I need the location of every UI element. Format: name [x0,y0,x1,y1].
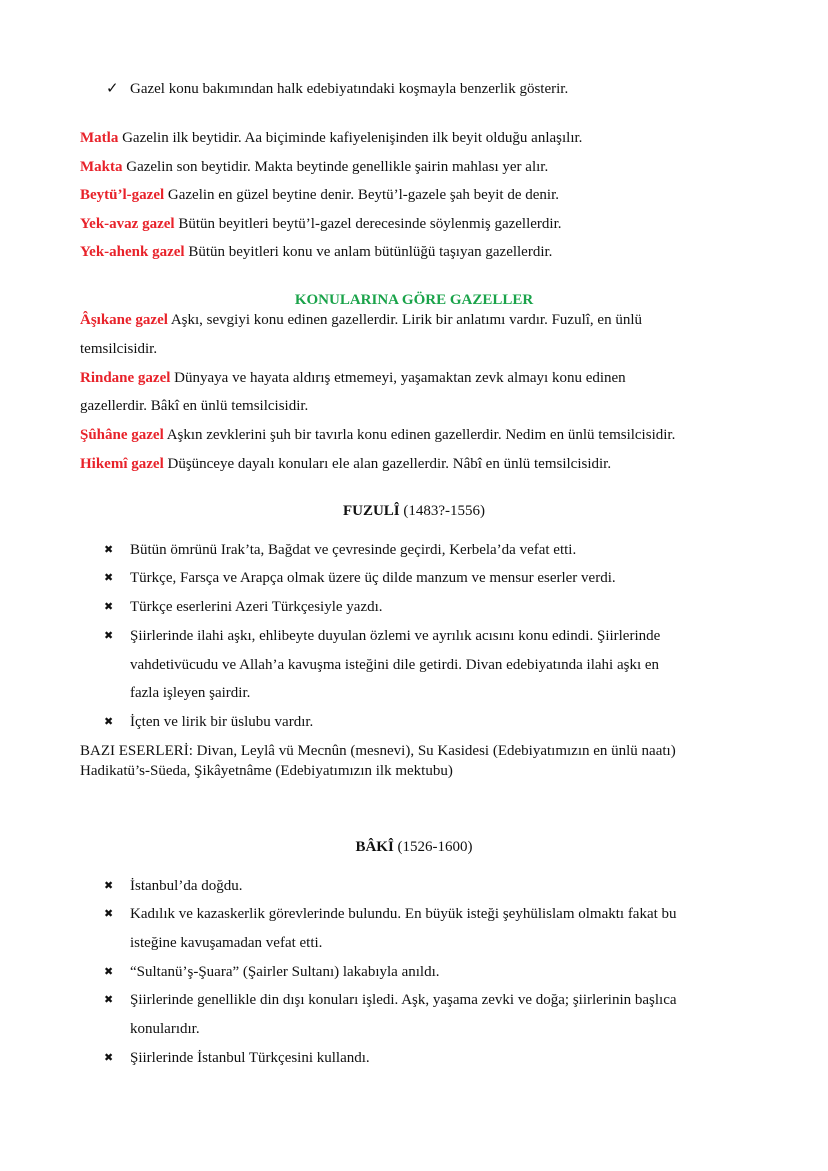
list-item [104,962,440,982]
list-item-continuation: isteğine kavuşamadan vefat etti. [130,935,323,951]
term-label: Beytü’l-gazel [80,187,165,203]
konu-asikane [80,310,642,330]
term-definition: Gazelin son beytidir. Makta beytinde genellikle şairin mahlası yer alır. [122,159,549,175]
list-item-text: Şiirlerinde İstanbul Türkçesini kullandı. [130,1050,370,1066]
konu-rindane [80,368,626,388]
x-bullet-icon: ✖ [104,879,114,892]
term-definition: Düşünceye dayalı konuları ele alan gazellerdir. Nâbî en ünlü temsilcisidir. [163,456,612,472]
list-item-text: “Sultanü’ş-Şuara” (Şairler Sultanı) lakabıyla anıldı. [130,964,440,980]
term-label: Hikemî gazel [80,456,164,472]
list-item [104,712,313,732]
fuzuli-heading [0,501,828,521]
x-bullet-icon: ✖ [104,965,114,978]
term-label: Matla [80,130,119,146]
x-bullet-icon: ✖ [104,993,114,1006]
list-item-continuation: konularıdır. [130,1021,200,1037]
term-yek-ahenk [80,242,552,262]
term-label: Yek-ahenk gazel [80,244,185,260]
fuzuli-works-line1: BAZI ESERLERİ: Divan, Leylâ vü Mecnûn (mesnevi), Su Kasidesi (Edebiyatımızın en ünlü naatı) [80,743,676,759]
term-definition: Gazelin ilk beytidir. Aa biçiminde kafiyelenişinden ilk beyit olduğu anlaşılır. [118,130,583,146]
list-item-text: İçten ve lirik bir üslubu vardır. [130,714,314,730]
list-item-text: Bütün ömrünü Irak’ta, Bağdat ve çevresinde geçirdi, Kerbela’da vefat etti. [130,542,577,558]
term-definition: Gazelin en güzel beytine denir. Beytü’l-gazele şah beyit de denir. [164,187,559,203]
list-item-text: Şiirlerinde genellikle din dışı konuları işledi. Aşk, yaşama zevki ve doğa; şiirlerinin başlıca [130,992,677,1008]
term-makta [80,157,548,177]
term-label: Rindane gazel [80,370,171,386]
list-item [104,990,677,1010]
list-item-text: Şiirlerinde ilahi aşkı, ehlibeyte duyulan özlemi ve ayrılık acısını konu edindi. Şiirlerinde [130,628,661,644]
konu-hikemi [80,454,611,474]
konular-heading: KONULARINA GÖRE GAZELLER [294,292,534,308]
x-bullet-icon: ✖ [104,543,114,556]
list-item [104,904,677,924]
list-item-text: İstanbul’da doğdu. [130,878,243,894]
term-beytul-gazel [80,185,559,205]
x-bullet-icon: ✖ [104,907,114,920]
list-item-text: Türkçe eserlerini Azeri Türkçesiyle yazdı. [130,599,383,615]
fuzuli-dates: (1483?-1556) [399,503,486,519]
list-item-continuation: fazla işleyen şairdir. [130,685,251,701]
term-matla [80,128,582,148]
x-bullet-icon: ✖ [104,1051,114,1064]
term-definition: Dünyaya ve hayata aldırış etmemeyi, yaşamaktan zevk almayı konu edinen [170,370,626,386]
list-item [104,568,616,588]
term-label: Yek-avaz gazel [80,216,175,232]
check-item-text: Gazel konu bakımından halk edebiyatındaki koşmayla benzerlik gösterir. [130,81,569,97]
list-item-continuation: vahdetivücudu ve Allah’a kavuşma isteğini dile getirdi. Divan edebiyatında ilahi aşkı en [130,657,660,673]
konu-suhane [80,425,675,445]
list-item [104,876,242,896]
term-yek-avaz [80,214,562,234]
term-definition: Aşkın zevklerini şuh bir tavırla konu edinen gazellerdir. Nedim en ünlü temsilcisidir. [163,427,676,443]
list-item [104,597,383,617]
fuzuli-works-line2: Hadikatü’s-Süeda, Şikâyetnâme (Edebiyatımızın ilk mektubu) [80,763,453,779]
list-item [104,1048,370,1068]
baki-name: BÂKÎ [355,839,394,855]
checkmark-icon: ✓ [106,81,119,97]
x-bullet-icon: ✖ [104,715,114,728]
x-bullet-icon: ✖ [104,571,114,584]
konu-rindane-cont: gazellerdir. Bâkî en ünlü temsilcisidir. [80,398,309,414]
x-bullet-icon: ✖ [104,629,114,642]
term-label: Makta [80,159,123,175]
x-bullet-icon: ✖ [104,600,114,613]
term-definition: Bütün beyitleri beytü’l-gazel derecesinde söylenmiş gazellerdir. [174,216,562,232]
baki-dates: (1526-1600) [393,839,473,855]
list-item-text: Türkçe, Farsça ve Arapça olmak üzere üç dilde manzum ve mensur eserler verdi. [130,570,616,586]
term-definition: Bütün beyitleri konu ve anlam bütünlüğü taşıyan gazellerdir. [184,244,553,260]
term-definition: Aşkı, sevgiyi konu edinen gazellerdir. Lirik bir anlatımı vardır. Fuzulî, en ünlü [167,312,642,328]
check-item [106,79,568,99]
fuzuli-name: FUZULÎ [342,503,400,519]
term-label: Âşıkane gazel [80,312,168,328]
baki-heading [0,837,828,857]
konu-asikane-cont: temsilcisidir. [80,341,158,357]
list-item [104,626,660,646]
list-item [104,540,576,560]
term-label: Şûhâne gazel [80,427,164,443]
list-item-text: Kadılık ve kazaskerlik görevlerinde bulundu. En büyük isteği şeyhülislam olmaktı fakat bu [130,906,677,922]
